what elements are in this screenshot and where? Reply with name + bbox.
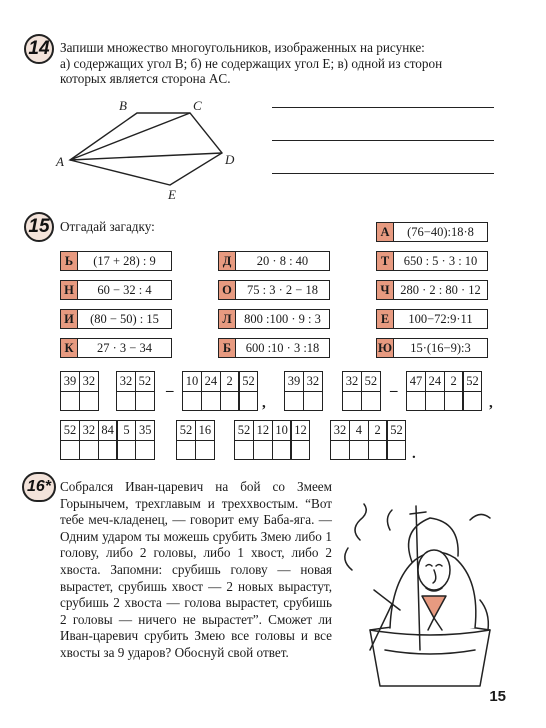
cell-number: 84 bbox=[99, 421, 117, 441]
cell-number: 32 bbox=[80, 372, 98, 392]
riddle-card bbox=[376, 338, 488, 358]
cell-number: 52 bbox=[61, 421, 79, 441]
card-expression: 650 : 5 · 3 : 10 bbox=[394, 251, 488, 271]
answer-word-group bbox=[330, 420, 406, 460]
answer-cell[interactable] bbox=[220, 371, 240, 411]
card-letter: Л bbox=[218, 309, 236, 329]
cell-number: 4 bbox=[350, 421, 368, 441]
answer-cell[interactable] bbox=[116, 371, 136, 411]
riddle-card bbox=[218, 338, 330, 358]
task-14-number: 14 bbox=[24, 34, 54, 64]
cell-number: 5 bbox=[117, 421, 135, 441]
riddle-card bbox=[218, 251, 330, 271]
answer-cell[interactable] bbox=[60, 420, 80, 460]
cell-number: 32 bbox=[343, 372, 361, 392]
cell-number: 52 bbox=[177, 421, 195, 441]
answer-cell[interactable] bbox=[330, 420, 350, 460]
answer-cell[interactable] bbox=[79, 371, 99, 411]
card-letter: К bbox=[60, 338, 78, 358]
cell-number: 2 bbox=[445, 372, 463, 392]
riddle-card bbox=[60, 338, 172, 358]
answer-cell[interactable] bbox=[234, 420, 254, 460]
card-letter: Т bbox=[376, 251, 394, 271]
answer-cell[interactable] bbox=[182, 371, 202, 411]
page-number: 15 bbox=[489, 688, 506, 705]
cell-number: 32 bbox=[80, 421, 98, 441]
card-expression: 20 · 8 : 40 bbox=[236, 251, 330, 271]
riddle-card bbox=[60, 251, 172, 271]
cell-number: 52 bbox=[463, 372, 481, 392]
card-letter: Б bbox=[218, 338, 236, 358]
point-d-label: D bbox=[225, 152, 235, 167]
answer-cell[interactable] bbox=[272, 420, 292, 460]
card-expression: 60 − 32 : 4 bbox=[78, 280, 172, 300]
answer-cell[interactable] bbox=[195, 420, 215, 460]
answer-cell[interactable] bbox=[386, 420, 406, 460]
answer-cell[interactable] bbox=[290, 420, 310, 460]
cell-number: 10 bbox=[273, 421, 291, 441]
card-letter: Е bbox=[376, 309, 394, 329]
answer-word-group bbox=[284, 371, 323, 411]
answer-cell[interactable] bbox=[238, 371, 258, 411]
task-15-prompt: Отгадай загадку: bbox=[60, 219, 155, 234]
card-expression: 600 :10 · 3 :18 bbox=[236, 338, 330, 358]
answer-word-group bbox=[234, 420, 310, 460]
answer-cell[interactable] bbox=[303, 371, 323, 411]
card-letter: А bbox=[376, 222, 394, 242]
cell-number: 24 bbox=[202, 372, 220, 392]
task-16-paragraph: Собрался Иван-царевич на бой со Змеем Горынычем, трехглавым и треххвостым. “Вот тебе меч-кладенец, — говорит ему Баба-яга. — Одним ударом ты можешь срубить Змею либо 1 голову, либо 2 головы, либо 1 хвост, либо 2 хвоста. Запомни: срубишь голову — новая вырастет, срубишь хвост — 2 новых вырастут, срубишь 2 хвоста — голова вырастет, срубишь 2 головы — ничего не вырастет”. Сможет ли Иван-царевич срубить Змею все головы и все хвосты за 9 ударов? Обоснуй свой ответ. bbox=[60, 479, 332, 660]
answer-word-group bbox=[182, 371, 258, 411]
answer-cell[interactable] bbox=[444, 371, 464, 411]
cell-number: 35 bbox=[136, 421, 154, 441]
task-16-text bbox=[60, 479, 332, 662]
answer-cell[interactable] bbox=[116, 420, 136, 460]
answer-line-2[interactable] bbox=[272, 140, 494, 141]
polygon-figure bbox=[50, 95, 250, 205]
cell-number: 12 bbox=[291, 421, 309, 441]
cell-number: 16 bbox=[196, 421, 214, 441]
answer-cell[interactable] bbox=[176, 420, 196, 460]
card-letter: О bbox=[218, 280, 236, 300]
cell-number: 39 bbox=[61, 372, 79, 392]
answer-word-group bbox=[116, 371, 155, 411]
cell-number: 52 bbox=[362, 372, 380, 392]
answer-cell[interactable] bbox=[60, 371, 80, 411]
riddle-card bbox=[376, 280, 488, 300]
cell-number: 32 bbox=[331, 421, 349, 441]
answer-cell[interactable] bbox=[201, 371, 221, 411]
answer-cell[interactable] bbox=[284, 371, 304, 411]
answer-word-group bbox=[60, 371, 99, 411]
answer-cell[interactable] bbox=[253, 420, 273, 460]
answer-word-group bbox=[406, 371, 482, 411]
task-14-line-2: а) содержащих угол B; б) не содержащих угол E; в) одной из сторон bbox=[60, 55, 443, 71]
card-expression: (76−40):18·8 bbox=[394, 222, 488, 242]
point-e-label: E bbox=[168, 187, 176, 202]
cell-number: 39 bbox=[285, 372, 303, 392]
card-letter: Ч bbox=[376, 280, 394, 300]
task-15-number: 15 bbox=[24, 212, 54, 242]
card-expression: (80 − 50) : 15 bbox=[78, 309, 172, 329]
answer-word-group bbox=[342, 371, 381, 411]
cell-number: 52 bbox=[136, 372, 154, 392]
card-expression: 280 · 2 : 80 · 12 bbox=[394, 280, 488, 300]
answer-line-1[interactable] bbox=[272, 107, 494, 108]
riddle-card bbox=[376, 309, 488, 329]
cell-number: 12 bbox=[254, 421, 272, 441]
answer-line-3[interactable] bbox=[272, 173, 494, 174]
riddle-card bbox=[376, 251, 488, 271]
answer-cell[interactable] bbox=[406, 371, 426, 411]
dash-separator: – bbox=[166, 383, 174, 399]
cell-number: 52 bbox=[239, 372, 257, 392]
cell-number: 52 bbox=[387, 421, 405, 441]
cell-number: 10 bbox=[183, 372, 201, 392]
riddle-card bbox=[60, 280, 172, 300]
task-14-line-3: которых является сторона AC. bbox=[60, 71, 231, 86]
point-a-label: A bbox=[56, 154, 64, 169]
riddle-card bbox=[60, 309, 172, 329]
answer-cell[interactable] bbox=[135, 371, 155, 411]
answer-cell[interactable] bbox=[135, 420, 155, 460]
task-14-line-1: Запиши множество многоугольников, изображенных на рисунке: bbox=[60, 40, 425, 55]
answer-cell[interactable] bbox=[342, 371, 362, 411]
card-expression: 27 · 3 − 34 bbox=[78, 338, 172, 358]
point-c-label: C bbox=[193, 98, 202, 113]
answer-cell[interactable] bbox=[79, 420, 99, 460]
comma-separator: , bbox=[489, 395, 493, 411]
cell-number: 52 bbox=[235, 421, 253, 441]
answer-cell[interactable] bbox=[98, 420, 118, 460]
task-14-text bbox=[60, 40, 540, 87]
cell-number: 24 bbox=[426, 372, 444, 392]
card-expression: 75 : 3 · 2 − 18 bbox=[236, 280, 330, 300]
card-letter: Ю bbox=[376, 338, 394, 358]
card-letter: И bbox=[60, 309, 78, 329]
card-expression: 800 :100 · 9 : 3 bbox=[236, 309, 330, 329]
cell-number: 32 bbox=[304, 372, 322, 392]
cell-number: 32 bbox=[117, 372, 135, 392]
card-letter: Н bbox=[60, 280, 78, 300]
answer-cell[interactable] bbox=[425, 371, 445, 411]
riddle-card bbox=[376, 222, 488, 242]
cell-number: 2 bbox=[221, 372, 239, 392]
card-letter: Ь bbox=[60, 251, 78, 271]
point-b-label: B bbox=[119, 98, 127, 113]
card-expression: 15·(16−9):3 bbox=[394, 338, 488, 358]
card-expression: (17 + 28) : 9 bbox=[78, 251, 172, 271]
baba-yaga-illustration bbox=[330, 500, 530, 690]
period-separator: . bbox=[412, 446, 416, 462]
task-16-number: 16* bbox=[22, 472, 56, 502]
answer-cell[interactable] bbox=[361, 371, 381, 411]
cell-number: 2 bbox=[369, 421, 387, 441]
answer-cell[interactable] bbox=[462, 371, 482, 411]
riddle-card bbox=[218, 280, 330, 300]
cell-number: 47 bbox=[407, 372, 425, 392]
dash-separator: – bbox=[390, 383, 398, 399]
riddle-card bbox=[218, 309, 330, 329]
answer-cell[interactable] bbox=[368, 420, 388, 460]
comma-separator: , bbox=[262, 395, 266, 411]
answer-word-group bbox=[60, 420, 155, 460]
answer-cell[interactable] bbox=[349, 420, 369, 460]
card-expression: 100−72:9·11 bbox=[394, 309, 488, 329]
answer-word-group bbox=[176, 420, 215, 460]
card-letter: Д bbox=[218, 251, 236, 271]
